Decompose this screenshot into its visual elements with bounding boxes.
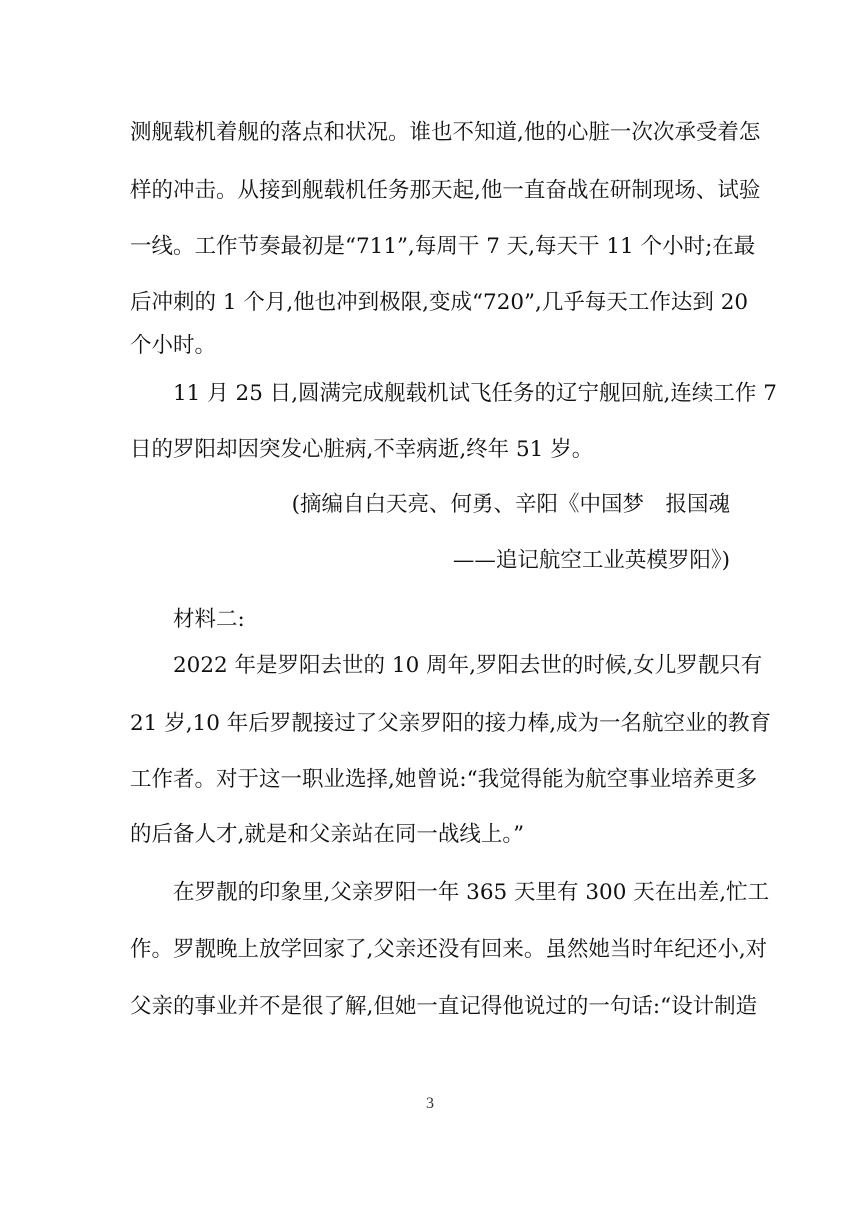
text-line: 个小时。: [130, 333, 217, 358]
source-citation: (摘编自白天亮、何勇、辛阳《中国梦 报国魂: [291, 492, 730, 517]
paragraph-first-line: 在罗靓的印象里,父亲罗阳一年 365 天里有 300 天在出差,忙工: [173, 880, 770, 905]
source-citation-subtitle: ——追记航空工业英模罗阳》): [452, 548, 730, 573]
text-line: 一线。工作节奏最初是“711”,每周干 7 天,每天干 11 个小时;在最: [130, 234, 756, 259]
paragraph-first-line: 2022 年是罗阳去世的 10 周年,罗阳去世的时候,女儿罗靓只有: [173, 653, 763, 678]
text-line: 测舰载机着舰的落点和状况。谁也不知道,他的心脏一次次承受着怎: [130, 120, 761, 145]
section-heading: 材料二:: [173, 607, 245, 632]
text-line: 作。罗靓晚上放学回家了,父亲还没有回来。虽然她当时年纪还小,对: [130, 937, 768, 962]
page-number: 3: [426, 1095, 434, 1112]
text-line: 后冲刺的 1 个月,他也冲到极限,变成“720”,几乎每天工作达到 20: [130, 290, 749, 315]
text-line: 工作者。对于这一职业选择,她曾说:“我觉得能为航空事业培养更多: [130, 767, 758, 792]
text-line: 的后备人才,就是和父亲站在同一战线上。”: [130, 822, 525, 847]
paragraph-first-line: 11 月 25 日,圆满完成舰载机试飞任务的辽宁舰回航,连续工作 7: [173, 381, 777, 406]
text-line: 21 岁,10 年后罗靓接过了父亲罗阳的接力棒,成为一名航空业的教育: [130, 711, 772, 736]
text-line: 日的罗阳却因突发心脏病,不幸病逝,终年 51 岁。: [130, 437, 594, 462]
text-line: 样的冲击。从接到舰载机任务那天起,他一直奋战在研制现场、试验: [130, 178, 761, 203]
text-line: 父亲的事业并不是很了解,但她一直记得他说过的一句话:“设计制造: [130, 994, 758, 1019]
